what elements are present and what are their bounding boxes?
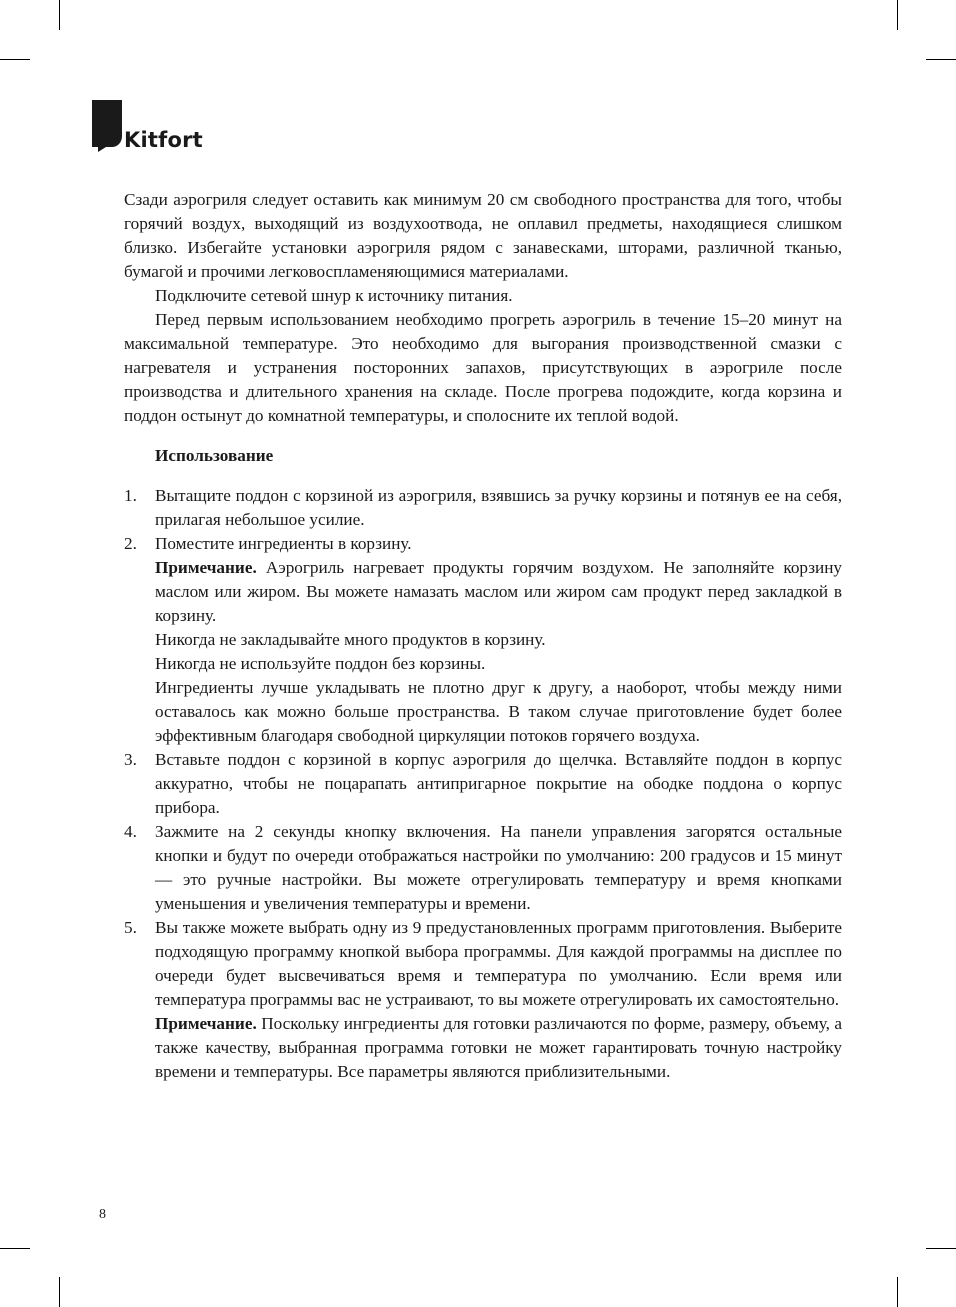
intro-paragraph: Сзади аэрогриля следует оставить как минимум 20 см свободного пространства для того, чтобы горячий воздух, выходящий из воздухоотвода, не оплавил предметы, находящиеся слишком близко. Избегайте установки аэрогриля рядом с занавесками, шторами, различной тканью, бумагой и прочими легковоспламеняющимися материалами. [124,190,842,281]
step-number: 5. [124,918,137,937]
step-text: Вставьте поддон с корзиной в корпус аэрогриля до щелчка. Вставляйте поддон в корпус аккуратно, чтобы не поцарапать антипригарное покрытие на ободке поддона о корпус прибора. [155,750,842,817]
note-label: Примечание. [155,1014,257,1033]
section-title: Использование [155,446,274,465]
note-label: Примечание. [155,558,257,577]
intro-paragraph: Подключите сетевой шнур к источнику питания. [155,286,513,305]
intro-paragraph: Перед первым использованием необходимо прогреть аэрогриль в течение 15–20 минут на максимальной температуре. Это необходимо для выгорания производственной смазки с нагревателя и устранения посторонних запахов, присутствующих в аэрогриле после производства и длительного хранения на складе. После прогрева подождите, когда корзина и поддон остынут до комнатной температуры, и сполосните их теплой водой. [124,310,842,425]
note-text: Поскольку ингредиенты для готовки различаются по форме, размеру, объему, а также качеству, выбранная программа готовки не может гарантировать точную настройку времени и температуры. Все параметры являются приблизительными. [155,1014,842,1081]
step-text: Вы также можете выбрать одну из 9 предустановленных программ приготовления. Выберите подходящую программу кнопкой выбора программы. Для каждой программы на дисплее по очереди будет высвечиваться время и температура по умолчанию. Если время или температура программы вас не устраивают, то вы можете отрегулировать их самостоятельно. [155,918,842,1009]
step-number: 4. [124,822,137,841]
list-item [124,748,842,820]
list-item [124,916,842,1084]
steps-list [124,484,842,1084]
crop-mark-top-left [59,0,60,30]
step-note [155,556,842,628]
crop-mark-bottom-right [897,1277,898,1307]
step-number: 3. [124,750,137,769]
crop-mark-right-top [926,59,956,60]
step-extra: Никогда не закладывайте много продуктов в корзину. [155,630,546,649]
step-text: Зажмите на 2 секунды кнопку включения. На панели управления загорятся остальные кнопки и будут по очереди отображаться настройки по умолчанию: 200 градусов и 15 минут — это ручные настройки. Вы можете отрегулировать температуру и время кнопками уменьшения и увеличения температуры и времени. [155,822,842,913]
step-extra: Никогда не используйте поддон без корзины. [155,654,486,673]
step-number: 2. [124,534,137,553]
step-text: Вытащите поддон с корзиной из аэрогриля, взявшись за ручку корзины и потянув ее на себя, прилагая небольшое усилие. [155,486,842,529]
document-body [124,188,842,1084]
brand-logo [92,100,203,152]
crop-mark-top-right [897,0,898,30]
crop-mark-left-bottom [0,1248,30,1249]
step-extra: Ингредиенты лучше укладывать не плотно друг к другу, а наоборот, чтобы между ними оставалось как можно больше пространства. В таком случае приготовление будет более эффективным благодаря свободной циркуляции потоков горячего воздуха. [155,678,842,745]
step-number: 1. [124,486,137,505]
step-text: Поместите ингредиенты в корзину. [155,534,412,553]
list-item [124,532,842,748]
note-text: Аэрогриль нагревает продукты горячим воздухом. Не заполняйте корзину маслом или жиром. Вы можете намазать маслом или жиром сам продукт перед закладкой в корзину. [155,558,842,625]
page-number: 8 [99,1207,106,1222]
list-item [124,820,842,916]
crop-mark-right-bottom [926,1248,956,1249]
kitfort-flag-icon [92,100,122,152]
crop-mark-left-top [0,59,30,60]
list-item [124,484,842,532]
brand-name: Kitfort [124,128,203,152]
crop-mark-bottom-left [59,1277,60,1307]
step-note [155,1012,842,1084]
